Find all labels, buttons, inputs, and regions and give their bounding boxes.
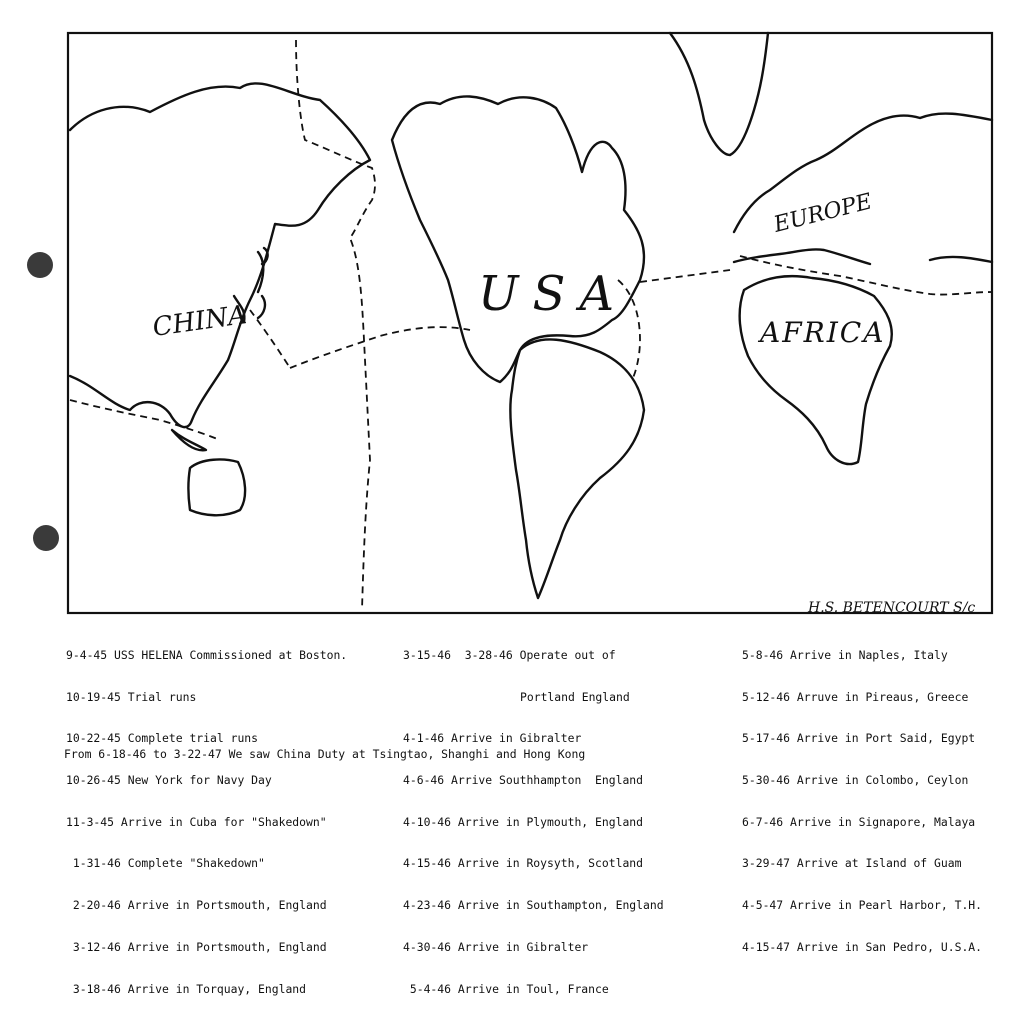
log-entry: Portland England <box>520 689 630 704</box>
log-entry: 5-4-46 Arrive in Toul, France <box>403 981 609 996</box>
log-entry: 3-29-47 Arrive at Island of Guam <box>742 856 962 871</box>
log-entry: 4-6-46 Arrive Southhampton England <box>403 772 644 787</box>
log-column-1 <box>66 621 347 1010</box>
log-entry: 4-23-46 Arrive in Southampton, England <box>403 898 664 913</box>
log-entry: 4-10-46 Arrive in Plymouth, England <box>403 814 644 829</box>
footer-note: From 6-18-46 to 3-22-47 We saw China Duty at Tsingtao, Shanghi and Hong Kong <box>64 747 586 761</box>
label-africa: AFRICA <box>760 316 886 349</box>
log-entry: 6-7-46 Arrive in Signapore, Malaya <box>742 814 976 829</box>
label-china: CHINA <box>150 300 249 343</box>
label-europe: EUROPE <box>771 189 875 238</box>
log-entry: 4-30-46 Arrive in Gibralter <box>403 939 589 954</box>
log-entry: 5-8-46 Arrive in Naples, Italy <box>742 647 948 662</box>
log-entry: 2-20-46 Arrive in Portsmouth, England <box>66 898 327 913</box>
log-entry: 5-17-46 Arrive in Port Said, Egypt <box>742 731 976 746</box>
log-entry: 5-30-46 Arrive in Colombo, Ceylon <box>742 772 969 787</box>
log-entry: 10-26-45 New York for Navy Day <box>66 772 272 787</box>
log-column-2 <box>403 621 664 1010</box>
log-entry: 3-18-46 Arrive in Torquay, England <box>66 981 307 996</box>
log-entry: 4-1-46 Arrive in Gibralter <box>403 731 582 746</box>
log-entry: 5-12-46 Arruve in Pireaus, Greece <box>742 689 969 704</box>
log-entry: 1-31-46 Complete "Shakedown" <box>66 856 265 871</box>
log-entry: 9-4-45 USS HELENA Commissioned at Boston. <box>66 647 348 662</box>
signature: H.S. BETENCOURT S/c <box>808 600 976 616</box>
log-entry: 4-5-47 Arrive in Pearl Harbor, T.H. <box>742 898 983 913</box>
log-column-3 <box>742 621 982 969</box>
log-entry: 4-15-47 Arrive in San Pedro, U.S.A. <box>742 939 983 954</box>
log-entry: 10-19-45 Trial runs <box>66 689 197 704</box>
log-entry: 3-15-46 3-28-46 Operate out of <box>403 647 616 662</box>
log-entry: 11-3-45 Arrive in Cuba for "Shakedown" <box>66 814 327 829</box>
log-entry: 10-22-45 Complete trial runs <box>66 731 259 746</box>
log-entry: 4-15-46 Arrive in Roysyth, Scotland <box>403 856 644 871</box>
label-usa: USA <box>478 266 628 322</box>
log-entry: 3-12-46 Arrive in Portsmouth, England <box>66 939 327 954</box>
